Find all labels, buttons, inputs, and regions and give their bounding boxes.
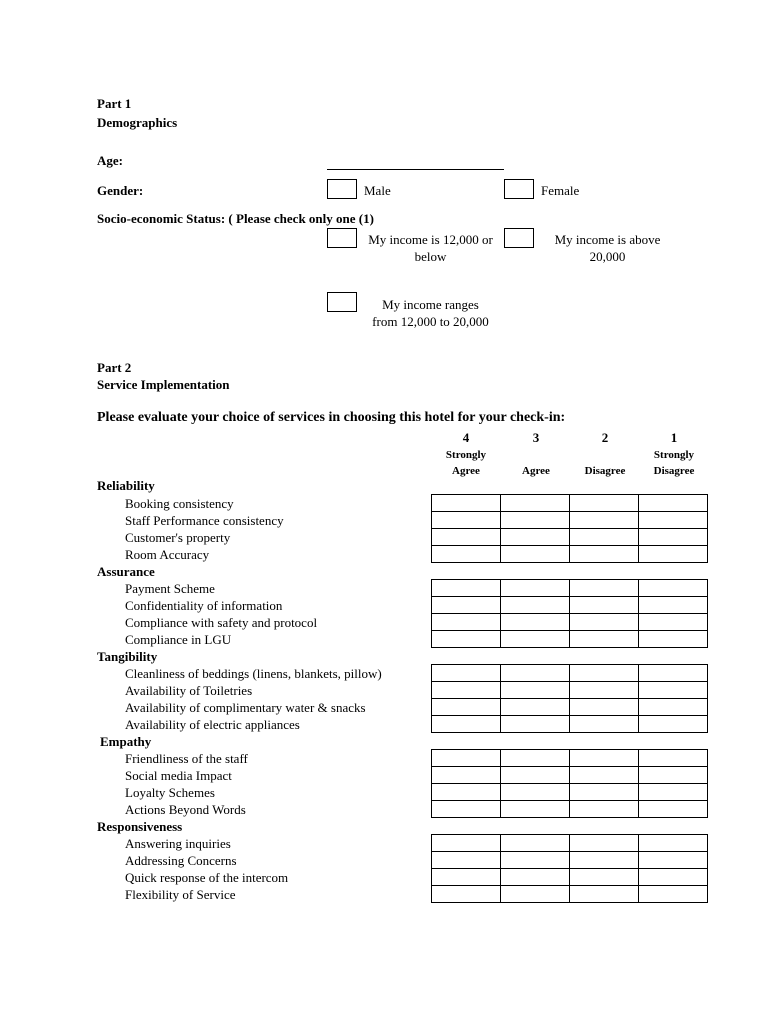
rating-cell-2[interactable] [570,750,639,767]
rating-row [432,665,708,682]
rating-row [432,801,708,818]
rating-cell-3[interactable] [501,631,570,648]
rating-row [432,716,708,733]
ses-option-below-12000-line2: below [414,249,447,264]
rating-cell-2[interactable] [570,665,639,682]
scale-4-number: 4 [462,430,470,445]
rating-cell-3[interactable] [501,665,570,682]
scale-3-number: 3 [532,430,540,445]
rating-cell-2[interactable] [570,546,639,563]
rating-row [432,529,708,546]
rating-row [432,852,708,869]
rating-cell-4[interactable] [432,495,501,512]
scale-1-number: 1 [670,430,678,445]
rating-cell-3[interactable] [501,801,570,818]
item-label: Addressing Concerns [125,853,237,868]
rating-cell-4[interactable] [432,597,501,614]
scale-4-label-line1: Strongly [445,449,487,461]
rating-cell-4[interactable] [432,750,501,767]
scale-3-label: Agree [522,465,550,477]
female-label: Female [541,183,580,198]
male-checkbox[interactable] [327,179,357,199]
rating-cell-1[interactable] [639,495,708,512]
rating-cell-1[interactable] [639,512,708,529]
rating-cell-1[interactable] [639,886,708,903]
rating-cell-1[interactable] [639,546,708,563]
scale-2-number: 2 [601,430,609,445]
scale-1-label-line2: Disagree [653,465,695,477]
rating-cell-3[interactable] [501,546,570,563]
rating-cell-2[interactable] [570,869,639,886]
rating-cell-3[interactable] [501,597,570,614]
item-label: Cleanliness of beddings (linens, blankets, pillow) [125,666,382,681]
rating-cell-4[interactable] [432,580,501,597]
rating-cell-3[interactable] [501,750,570,767]
rating-grid-responsiveness [431,834,708,903]
rating-cell-3[interactable] [501,580,570,597]
rating-row [432,750,708,767]
rating-cell-4[interactable] [432,835,501,852]
rating-cell-4[interactable] [432,801,501,818]
rating-row [432,580,708,597]
rating-cell-3[interactable] [501,529,570,546]
rating-cell-3[interactable] [501,682,570,699]
rating-cell-1[interactable] [639,852,708,869]
rating-cell-2[interactable] [570,529,639,546]
category-empathy: Empathy [100,734,152,749]
rating-cell-4[interactable] [432,665,501,682]
rating-grid-tangibility [431,664,708,733]
rating-cell-1[interactable] [639,716,708,733]
rating-row [432,869,708,886]
rating-cell-3[interactable] [501,699,570,716]
female-checkbox[interactable] [504,179,534,199]
rating-cell-4[interactable] [432,699,501,716]
rating-cell-4[interactable] [432,784,501,801]
rating-cell-2[interactable] [570,699,639,716]
age-input-line[interactable] [327,169,504,170]
rating-grid-empathy [431,749,708,818]
male-label: Male [364,183,391,198]
scale-4-label-line2: Agree [452,465,480,477]
item-label: Payment Scheme [125,581,215,596]
rating-cell-3[interactable] [501,716,570,733]
item-label: Answering inquiries [125,836,231,851]
ses-option-above-20000-line1: My income is above [554,232,661,247]
rating-cell-1[interactable] [639,614,708,631]
rating-cell-4[interactable] [432,767,501,784]
part2-label: Part 2 [97,360,132,375]
rating-cell-4[interactable] [432,682,501,699]
part1-label: Part 1 [97,96,132,111]
rating-cell-2[interactable] [570,580,639,597]
item-label: Availability of Toiletries [125,683,253,698]
ses-option-range-line1: My income ranges [382,297,479,312]
rating-cell-4[interactable] [432,614,501,631]
rating-cell-2[interactable] [570,495,639,512]
rating-cell-2[interactable] [570,767,639,784]
rating-row [432,597,708,614]
ses-option-range-checkbox[interactable] [327,292,357,312]
rating-cell-4[interactable] [432,631,501,648]
item-label: Compliance in LGU [125,632,232,647]
part2-title: Service Implementation [97,377,230,392]
rating-cell-2[interactable] [570,801,639,818]
item-label: Flexibility of Service [125,887,236,902]
rating-row [432,682,708,699]
scale-1-label-line1: Strongly [653,449,695,461]
age-label: Age: [97,153,123,168]
item-label: Quick response of the intercom [125,870,289,885]
rating-cell-2[interactable] [570,784,639,801]
item-label: Loyalty Schemes [125,785,215,800]
rating-cell-1[interactable] [639,801,708,818]
rating-cell-2[interactable] [570,597,639,614]
rating-cell-1[interactable] [639,682,708,699]
item-label: Compliance with safety and protocol [125,615,318,630]
rating-cell-1[interactable] [639,580,708,597]
rating-cell-1[interactable] [639,631,708,648]
category-responsiveness: Responsiveness [97,819,183,834]
category-reliability: Reliability [97,478,155,493]
rating-cell-2[interactable] [570,631,639,648]
rating-cell-2[interactable] [570,716,639,733]
rating-cell-3[interactable] [501,784,570,801]
ses-option-below-12000-line1: My income is 12,000 or [368,232,493,247]
rating-grid-reliability [431,494,708,563]
rating-cell-1[interactable] [639,699,708,716]
rating-row [432,512,708,529]
rating-cell-1[interactable] [639,597,708,614]
rating-row [432,495,708,512]
rating-cell-1[interactable] [639,869,708,886]
rating-row [432,699,708,716]
item-label: Friendliness of the staff [125,751,248,766]
item-label: Staff Performance consistency [125,513,284,528]
rating-cell-3[interactable] [501,767,570,784]
rating-cell-3[interactable] [501,852,570,869]
rating-cell-2[interactable] [570,512,639,529]
ses-option-above-20000-checkbox[interactable] [504,228,534,248]
rating-cell-4[interactable] [432,546,501,563]
item-label: Room Accuracy [125,547,210,562]
rating-cell-2[interactable] [570,614,639,631]
rating-row [432,546,708,563]
rating-cell-4[interactable] [432,852,501,869]
category-tangibility: Tangibility [97,649,158,664]
rating-cell-4[interactable] [432,529,501,546]
rating-cell-3[interactable] [501,495,570,512]
category-assurance: Assurance [97,564,155,579]
scale-2-label: Disagree [584,465,626,477]
rating-row [432,767,708,784]
item-label: Social media Impact [125,768,232,783]
part1-title: Demographics [97,115,178,130]
rating-cell-1[interactable] [639,835,708,852]
rating-cell-4[interactable] [432,886,501,903]
item-label: Availability of electric appliances [125,717,300,732]
item-label: Availability of complimentary water & snacks [125,700,366,715]
rating-cell-1[interactable] [639,750,708,767]
item-label: Customer's property [125,530,231,545]
rating-cell-1[interactable] [639,665,708,682]
ses-option-below-12000-checkbox[interactable] [327,228,357,248]
ses-option-range-line2: from 12,000 to 20,000 [372,314,489,329]
ses-label: Socio-economic Status: ( Please check only one (1) [97,211,374,226]
rating-row [432,631,708,648]
rating-cell-3[interactable] [501,869,570,886]
gender-label: Gender: [97,183,144,198]
rating-cell-4[interactable] [432,869,501,886]
ses-option-above-20000-line2: 20,000 [589,249,626,264]
item-label: Confidentiality of information [125,598,283,613]
rating-cell-3[interactable] [501,512,570,529]
rating-row [432,886,708,903]
rating-row [432,614,708,631]
rating-cell-1[interactable] [639,767,708,784]
rating-grid-assurance [431,579,708,648]
rating-cell-2[interactable] [570,852,639,869]
rating-cell-3[interactable] [501,835,570,852]
rating-cell-2[interactable] [570,886,639,903]
rating-cell-3[interactable] [501,614,570,631]
rating-row [432,835,708,852]
rating-cell-1[interactable] [639,784,708,801]
item-label: Booking consistency [125,496,234,511]
rating-cell-4[interactable] [432,512,501,529]
rating-cell-4[interactable] [432,716,501,733]
rating-cell-2[interactable] [570,682,639,699]
evaluation-instruction: Please evaluate your choice of services in choosing this hotel for your check-in: [97,410,566,425]
rating-cell-2[interactable] [570,835,639,852]
rating-row [432,784,708,801]
rating-cell-1[interactable] [639,529,708,546]
item-label: Actions Beyond Words [125,802,246,817]
rating-cell-3[interactable] [501,886,570,903]
